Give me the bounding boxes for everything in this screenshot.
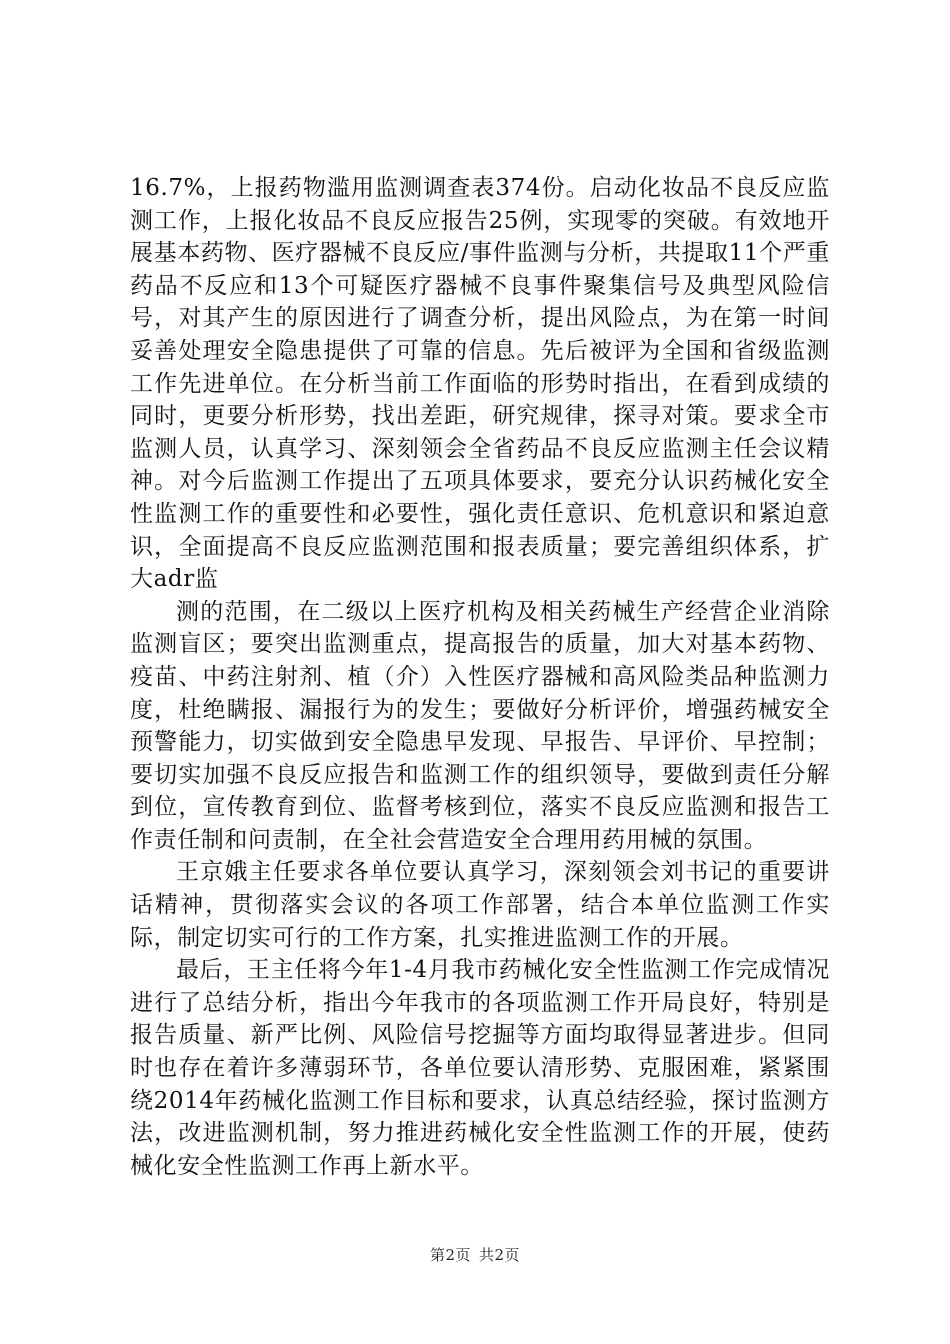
paragraph-3: 王京娥主任要求各单位要认真学习，深刻领会刘书记的重要讲话精神，贯彻落实会议的各项工作部署，结合本单位监测工作实际，制定切实可行的工作方案，扎实推进监测工作的开展。	[130, 859, 830, 951]
document-body	[130, 172, 830, 1182]
paragraph-1: 16.7%，上报药物滥用监测调查表374份。启动化妆品不良反应监测工作，上报化妆品不良反应报告25例，实现零的突破。有效地开展基本药物、医疗器械不良反应/事件监测与分析，共提取11个严重药品不反应和13个可疑医疗器械不良事件聚集信号及典型风险信号，对其产生的原因进行了调查分析，提出风险点，为在第一时间妥善处理安全隐患提供了可靠的信息。先后被评为全国和省级监测工作先进单位。在分析当前工作面临的形势时指出，在看到成绩的同时，更要分析形势，找出差距，研究规律，探寻对策。要求全市监测人员，认真学习、深刻领会全省药品不良反应监测主任会议精神。对今后监测工作提出了五项具体要求，要充分认识药械化安全性监测工作的重要性和必要性，强化责任意识、危机意识和紧迫意识，全面提高不良反应监测范围和报表质量；要完善组织体系，扩大adr监	[130, 175, 830, 593]
paragraph-2: 测的范围，在二级以上医疗机构及相关药械生产经营企业消除监测盲区；要突出监测重点，提高报告的质量，加大对基本药物、疫苗、中药注射剂、植（介）入性医疗器械和高风险类品种监测力度，杜绝瞒报、漏报行为的发生；要做好分析评价，增强药械安全预警能力，切实做到安全隐患早发现、早报告、早评价、早控制；要切实加强不良反应报告和监测工作的组织领导，要做到责任分解到位，宣传教育到位、监督考核到位，落实不良反应监测和报告工作责任制和问责制，在全社会营造安全合理用药用械的氛围。	[130, 598, 830, 853]
paragraph-4: 最后，王主任将今年1-4月我市药械化安全性监测工作完成情况进行了总结分析，指出今年我市的各项监测工作开局良好，特别是报告质量、新严比例、风险信号挖掘等方面均取得显著进步。但同时也存在着许多薄弱环节，各单位要认清形势、克服困难，紧紧围绕2014年药械化监测工作目标和要求，认真总结经验，探讨监测方法，改进监测机制，努力推进药械化安全性监测工作的开展，使药械化安全性监测工作再上新水平。	[130, 957, 830, 1179]
page-footer	[0, 1244, 950, 1265]
page-total: 共2页	[479, 1246, 521, 1264]
page-number: 第2页	[429, 1246, 471, 1264]
